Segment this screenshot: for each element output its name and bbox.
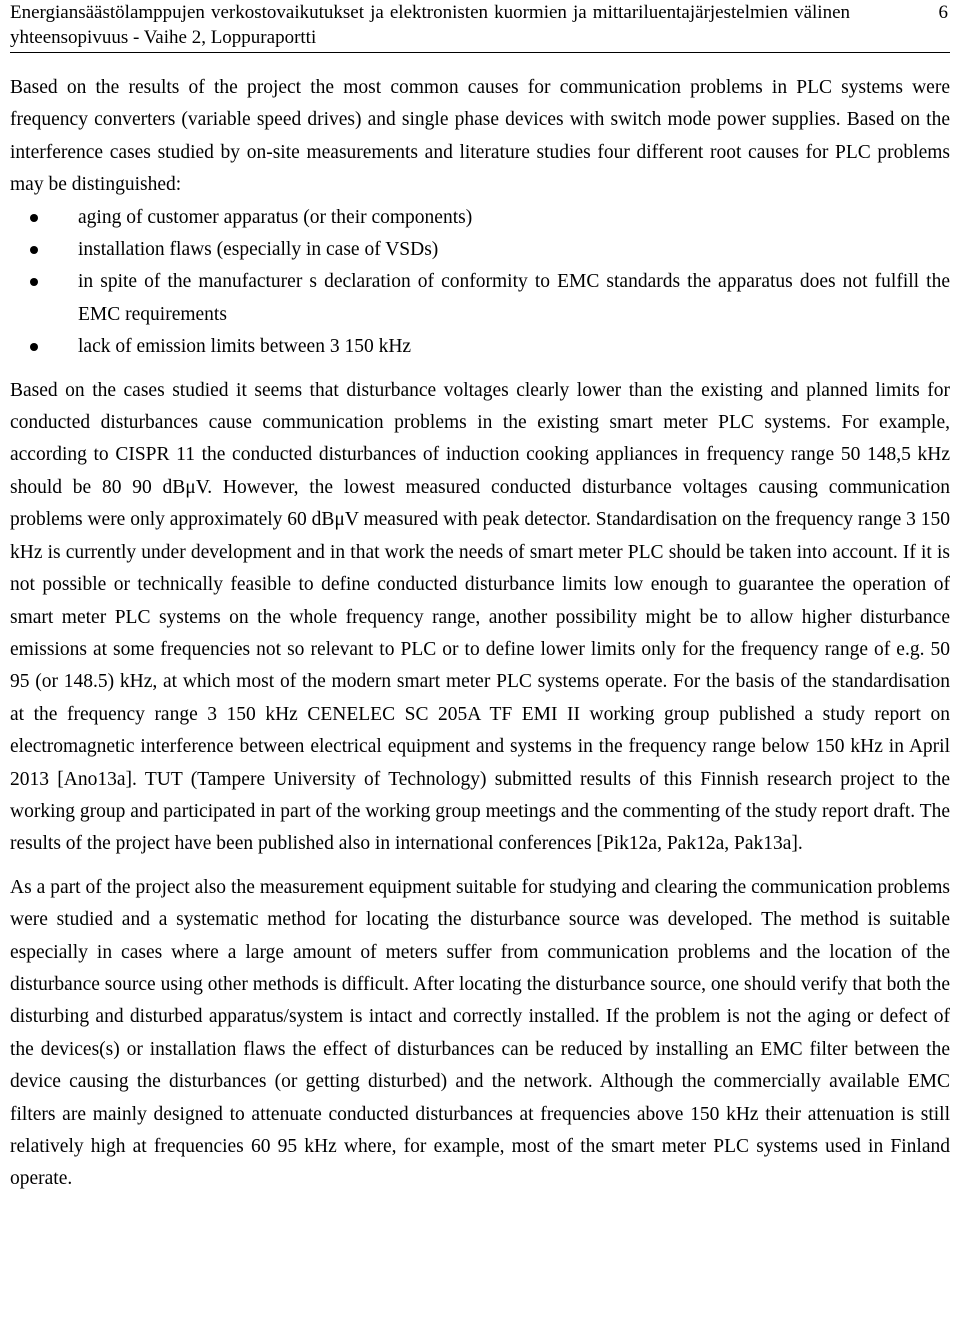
bullet-icon — [30, 343, 38, 351]
page-header — [10, 0, 950, 52]
list-item — [10, 202, 950, 234]
bullet-text: lack of emission limits between 3 150 kHz — [78, 336, 412, 358]
paragraph-1: Based on the results of the project the most common causes for communication problems in PLC systems were frequency converters (variable speed drives) and single phase devices with switch mode power supplies. Based on the interference cases studied by on-site measurements and literature studies four different root causes for PLC problems may be distinguished: — [10, 77, 950, 196]
bullet-list — [10, 202, 950, 364]
paragraph-3: As a part of the project also the measurement equipment suitable for studying and clearing the communication problems were studied and a systematic method for locating the disturbance source was developed. The method is suitable especially in cases where a large amount of meters suffer from communication problems and the location of the disturbance source using other methods is difficult. After locating the disturbance source, one should verify that both the disturbing and disturbed apparatus/system is intact and correctly installed. If the problem is not the aging or defect of the devices(s) or installation flaws the effect of disturbances can be reduced by installing an EMC filter between the device causing the disturbances (or getting disturbed) and the network. Although the commercially available EMC filters are mainly designed to attenuate conducted disturbances at frequencies above 150 kHz their attenuation is still relatively high at frequencies 60 95 kHz where, for example, most of the smart meter PLC systems used in Finland operate. — [10, 876, 950, 1190]
list-item — [10, 266, 950, 331]
header-title: Energiansäästölamppujen verkostovaikutukset ja elektronisten kuormien ja mittariluentajärjestelmien välinen yhteensopivuus - Vaihe 2, Loppuraportti — [10, 2, 850, 48]
bullet-icon — [30, 246, 38, 254]
page-number: 6 — [938, 2, 948, 23]
bullet-icon — [30, 278, 38, 286]
bullet-icon — [30, 214, 38, 222]
bullet-text: in spite of the manufacturer s declaration of conformity to EMC standards the apparatus does not fulfill the EMC requirements — [78, 271, 950, 325]
list-item — [10, 331, 950, 363]
document-page — [10, 0, 950, 1190]
list-item — [10, 234, 950, 266]
header-divider — [10, 52, 950, 53]
paragraph-2: Based on the cases studied it seems that disturbance voltages clearly lower than the existing and planned limits for conducted disturbances cause communication problems in the existing smart meter PLC systems. For example, according to CISPR 11 the conducted disturbances of induction cooking appliances in frequency range 50 148,5 kHz should be 80 90 dBμV. However, the lowest measured conducted disturbance voltages causing communication problems were only approximately 60 dBμV measured with peak detector. Standardisation on the frequency range 3 150 kHz is currently under development and in that work the needs of smart meter PLC should be taken into account. If it is not possible or technically feasible to define conducted disturbance limits low enough to guarantee the operation of smart meter PLC systems on the whole frequency range, another possibility might be to allow higher disturbance emissions at some frequencies not so relevant to PLC or to define lower limits only for the frequency range of e.g. 50 95 (or 148.5) kHz, at which most of the modern smart meter PLC systems operate. For the basis of the standardisation at the frequency range 3 150 kHz CENELEC SC 205A TF EMI II working group published a study report on electromagnetic interference between electrical equipment and systems in the frequency range below 150 kHz in April 2013 [Ano13a]. TUT (Tampere University of Technology) submitted results of this Finnish research project to the working group and participated in part of the working group meetings and the commenting of the study report draft. The results of the project have been published also in international conferences [Pik12a, Pak12a, Pak13a]. — [10, 379, 950, 855]
bullet-text: aging of customer apparatus (or their components) — [78, 206, 473, 228]
bullet-text: installation flaws (especially in case of VSDs) — [78, 239, 439, 261]
document-body — [10, 72, 950, 1196]
